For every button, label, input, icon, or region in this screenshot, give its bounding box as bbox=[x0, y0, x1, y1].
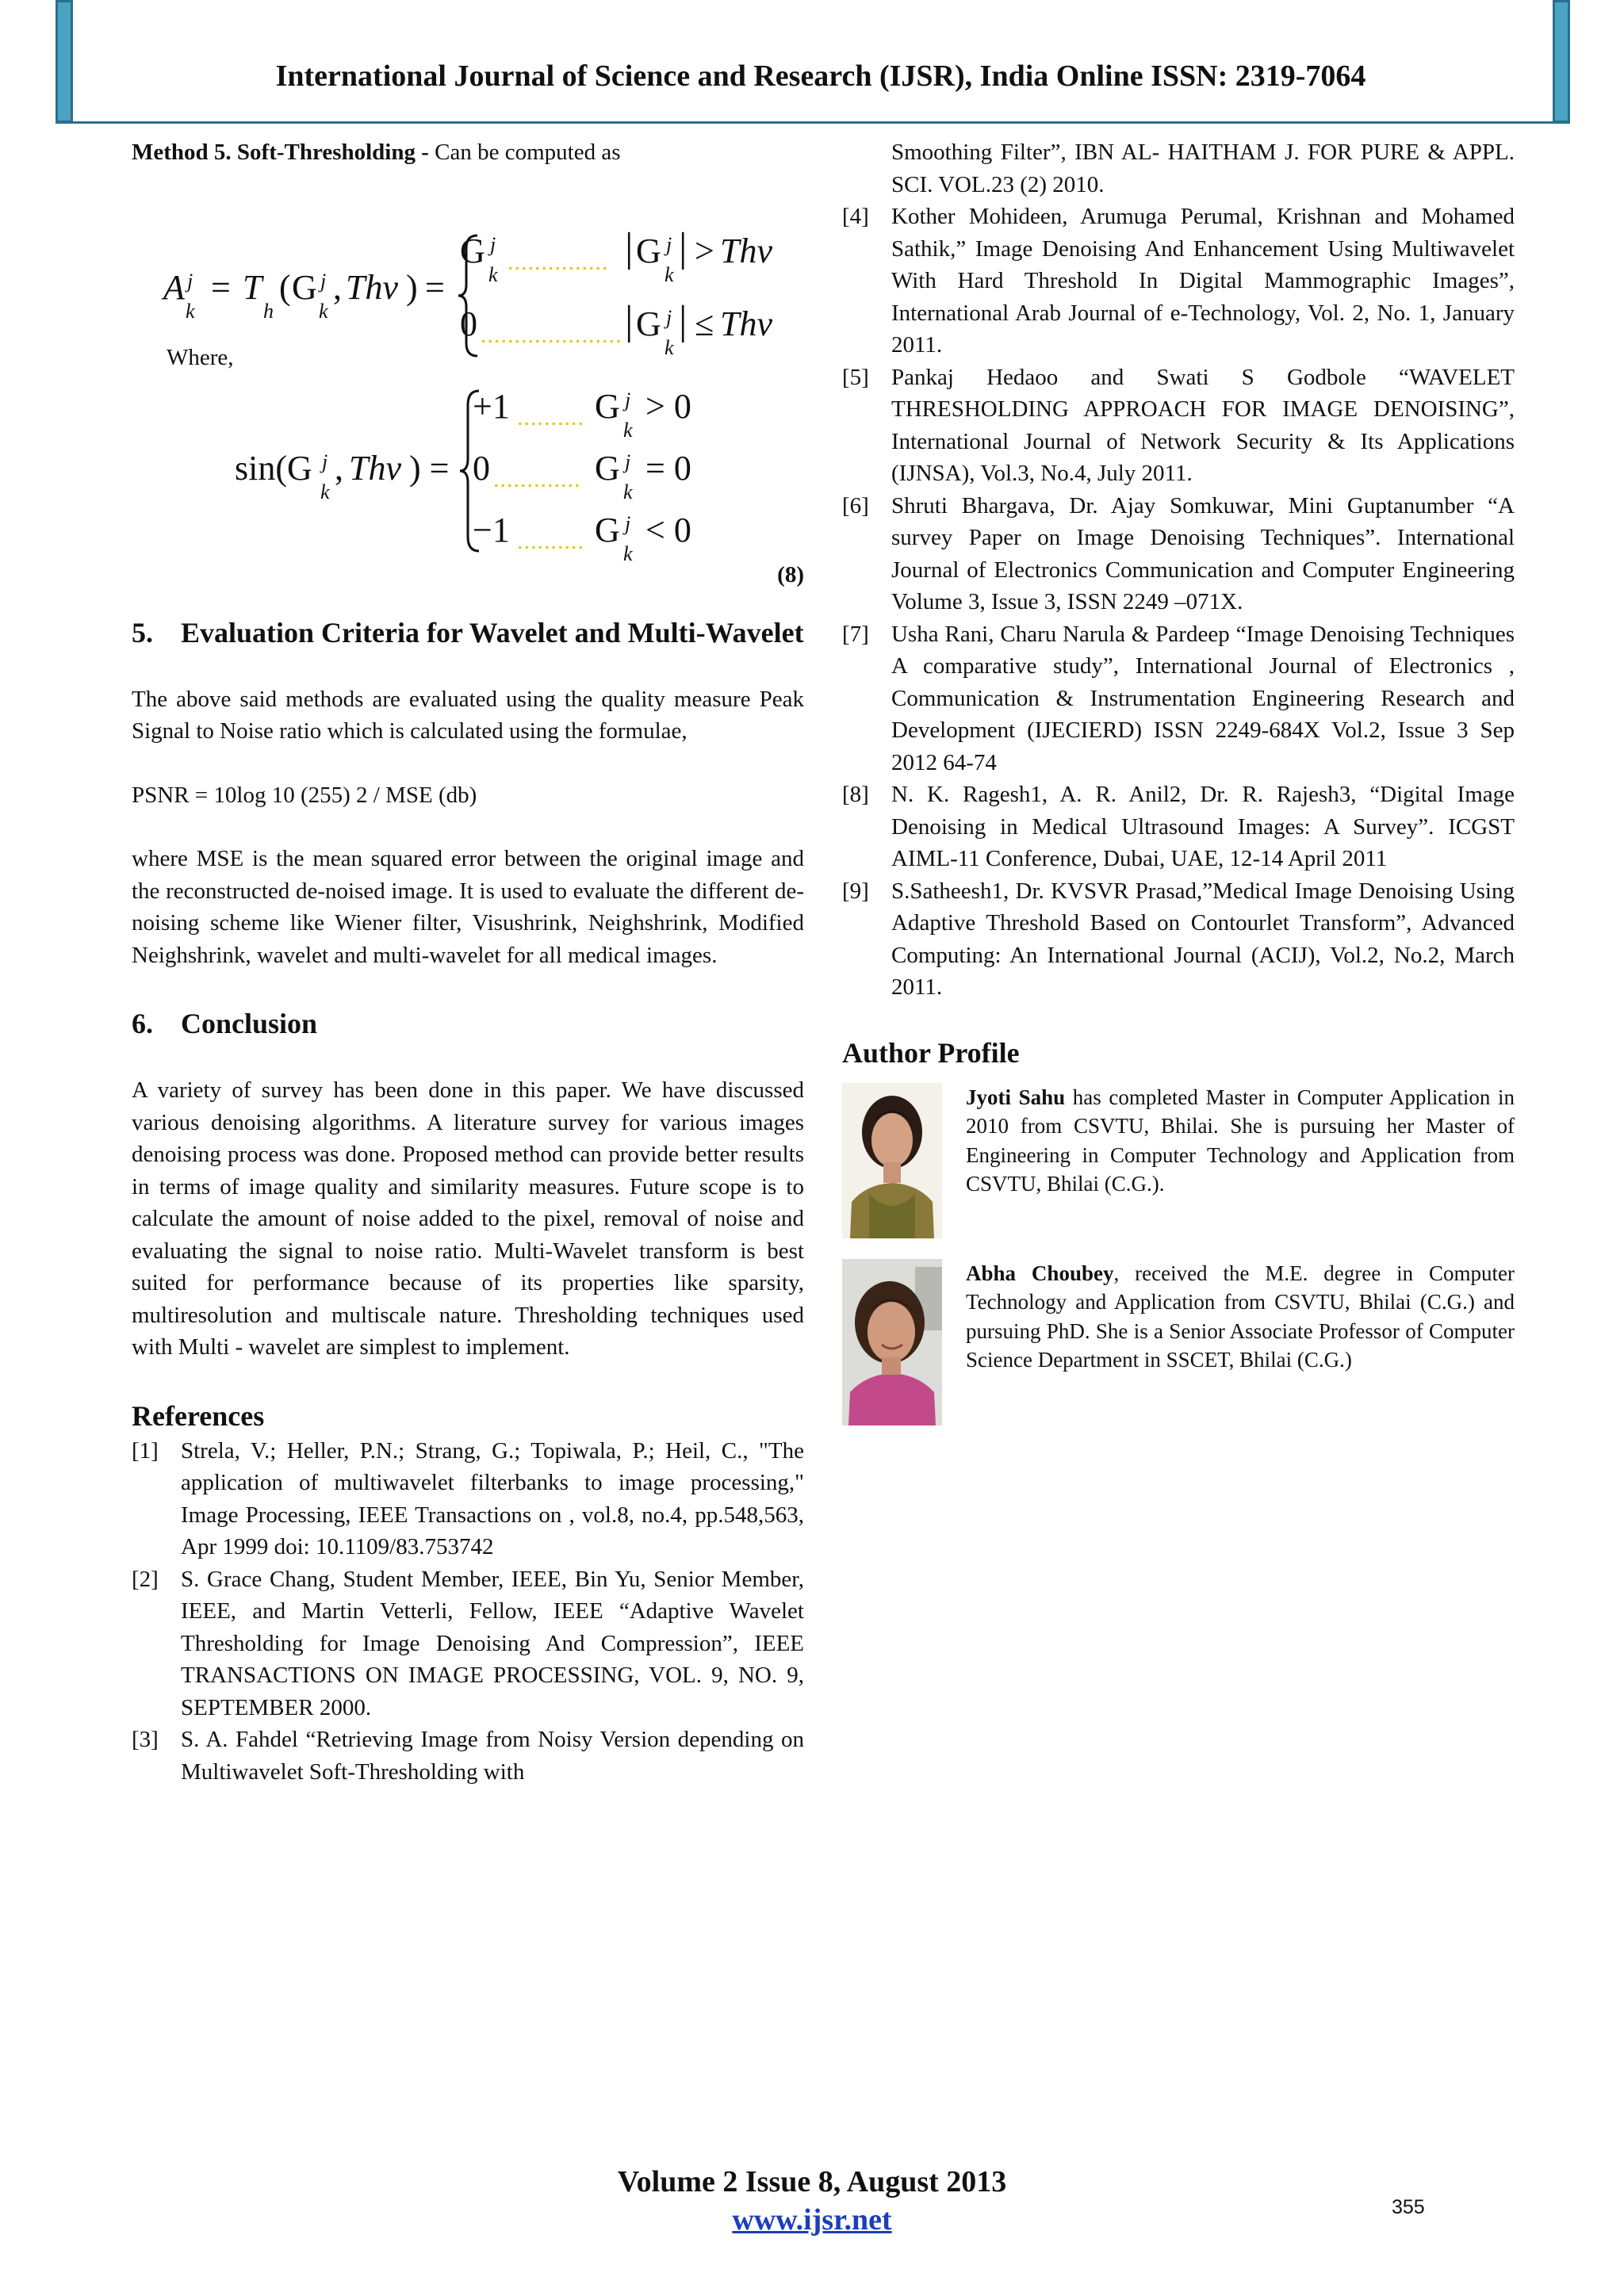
reference-item: [7] Usha Rani, Charu Narula & Pardeep “Image Denoising Techniques A comparative study”, International Journal of Electronics , Communication & Instrumentation Engineering Research and Development (IJECIERD) ISSN 2249-684X Vol.2, Issue 3 Sep 2012 64-74 bbox=[842, 621, 1515, 775]
method5-line: Method 5. Soft-Thresholding - Can be computed as bbox=[132, 140, 621, 165]
author-profile-heading: Author Profile bbox=[842, 1036, 1020, 1069]
left-column bbox=[132, 136, 804, 1788]
page-number: 355 bbox=[1392, 2196, 1425, 2218]
journal-header: International Journal of Science and Research (IJSR), India Online ISSN: 2319-7064 bbox=[275, 59, 1366, 93]
header-right-bar bbox=[1553, 0, 1570, 123]
header-left-bar bbox=[56, 0, 73, 123]
references-list-right bbox=[842, 136, 1515, 1004]
reference-item: [9] S.Satheesh1, Dr. KVSVR Prasad,”Medical Image Denoising Using Adaptive Threshold Based on Contourlet Transform”, Advanced Computing: An International Journal (ACIJ), Vol.2, No.2, March 2011. bbox=[842, 878, 1515, 1000]
author-photo-jyoti bbox=[842, 1083, 942, 1238]
author-photo-abha bbox=[842, 1259, 942, 1425]
section-6-heading: 6. Conclusion bbox=[132, 1008, 318, 1039]
right-column bbox=[842, 136, 1515, 1425]
soft-threshold-equation: A j k = T h ( G j k , Thv ) = G j k ............... | G j k | > Thv 0 ..................... | G j k | ≤ Thv bbox=[163, 224, 772, 359]
footer bbox=[0, 2163, 1624, 2239]
reference-item: [2] S. Grace Chang, Student Member, IEEE, Bin Yu, Senior Member, IEEE, and Martin Vetterli, Fellow, IEEE “Adaptive Wavelet Thresholding for Image Denoising And Compression”, IEEE TRANSACTIONS ON IMAGE PROCESSING, VOL. 9, NO. 9, SEPTEMBER 2000. bbox=[132, 1566, 804, 1720]
reference-item: [1] Strela, V.; Heller, P.N.; Strang, G.; Topiwala, P.; Heil, C., "The application of multiwavelet filterbanks to image processing," Image Processing, IEEE Transactions on , vol.8, no.4, pp.548,563, Apr 1999 doi: 10.1109/83.753742 bbox=[132, 1437, 804, 1559]
reference-item: [6] Shruti Bhargava, Dr. Ajay Somkuwar, Mini Guptanumber “A survey Paper on Image Denoising Techniques”. International Journal of Electronics Communication and Computer Engineering Volume 3, Issue 3, ISSN 2249 –071X. bbox=[842, 492, 1515, 614]
reference-item: [8] N. K. Ragesh1, A. R. Anil2, Dr. R. Rajesh3, “Digital Image Denoising in Medical Ultrasound Images: A Survey”. ICGST AIML-11 Conference, Dubai, UAE, 12-14 April 2011 bbox=[842, 782, 1515, 871]
sign-function-equation: sin(G j k , Thv ) = +1 .......... G j k > 0 0 ............. G j k = 0 −1 .......... G j k < 0 bbox=[235, 387, 691, 565]
section-5-heading: 5. Evaluation Criteria for Wavelet and Multi-Wavelet bbox=[132, 616, 804, 649]
header-rule bbox=[56, 121, 1570, 124]
reference-item: [5] Pankaj Hedaoo and Swati S Godbole “WAVELET THRESHOLDING APPROACH FOR IMAGE DENOISING”, International Journal of Network Security & Its Applications (IJNSA), Vol.3, No.4, July 2011. bbox=[842, 364, 1515, 486]
reference-continuation: Smoothing Filter”, IBN AL- HAITHAM J. FOR PURE & APPL. SCI. VOL.23 (2) 2010. bbox=[891, 140, 1515, 197]
volume-info: Volume 2 Issue 8, August 2013 bbox=[617, 2165, 1007, 2198]
author-jyoti-sahu: Jyoti Sahu has completed Master in Computer Application in 2010 from CSVTU, Bhilai. She is pursuing her Master of Engineering in Computer Technology and Application from CSVTU, Bhilai (C.G.). bbox=[842, 1083, 1515, 1238]
journal-url-link[interactable]: www.ijsr.net bbox=[732, 2203, 892, 2237]
author-abha-choubey: Abha Choubey, received the M.E. degree in Computer Technology and Application from CSVTU, Bhilai (C.G.) and pursuing PhD. She is a Senior Associate Professor of Computer Science Department in SSCET, Bhilai (C.G.) bbox=[842, 1259, 1515, 1425]
psnr-formula: PSNR = 10log 10 (255) 2 / MSE (db) bbox=[132, 782, 477, 808]
reference-item: [3] S. A. Fahdel “Retrieving Image from Noisy Version depending on Multiwavelet Soft-Thresholding with bbox=[132, 1727, 804, 1785]
paragraph-conclusion: A variety of survey has been done in this paper. We have discussed various denoising algorithms. A literature survey for various images denoising process was done. Proposed method can provide better results in terms of image quality and similarity measures. Future scope is to calculate the amount of noise added to the pixel, removal of noise and evaluating the signal to noise ratio. Multi-Wavelet transform is best suited for performance because of its properties like sparsity, multiresolution and multiscale nature. Thresholding techniques used with Multi - wavelet are simplest to implement. bbox=[132, 1077, 804, 1360]
equation-number: (8) bbox=[777, 562, 804, 587]
where-label: Where, bbox=[167, 344, 234, 370]
references-heading: References bbox=[132, 1399, 265, 1432]
paragraph-mse: where MSE is the mean squared error between the original image and the reconstructed de-noised image. It is used to evaluate the different de-noising scheme like Wiener filter, Visushrink, Neighshrink, Modified Neighshrink, wavelet and multi-wavelet for all medical images. bbox=[132, 846, 804, 968]
references-list-left bbox=[132, 1435, 804, 1789]
reference-item: [4] Kother Mohideen, Arumuga Perumal, Krishnan and Mohamed Sathik,” Image Denoising And Enhancement Using Multiwavelet With Hard Threshold In Digital Mammographic Images”, International Arab Journal of e-Technology, Vol. 2, No. 1, January 2011. bbox=[842, 204, 1515, 358]
paragraph-psnr-intro: The above said methods are evaluated using the quality measure Peak Signal to Noise ratio which is calculated using the formulae, bbox=[132, 686, 804, 744]
